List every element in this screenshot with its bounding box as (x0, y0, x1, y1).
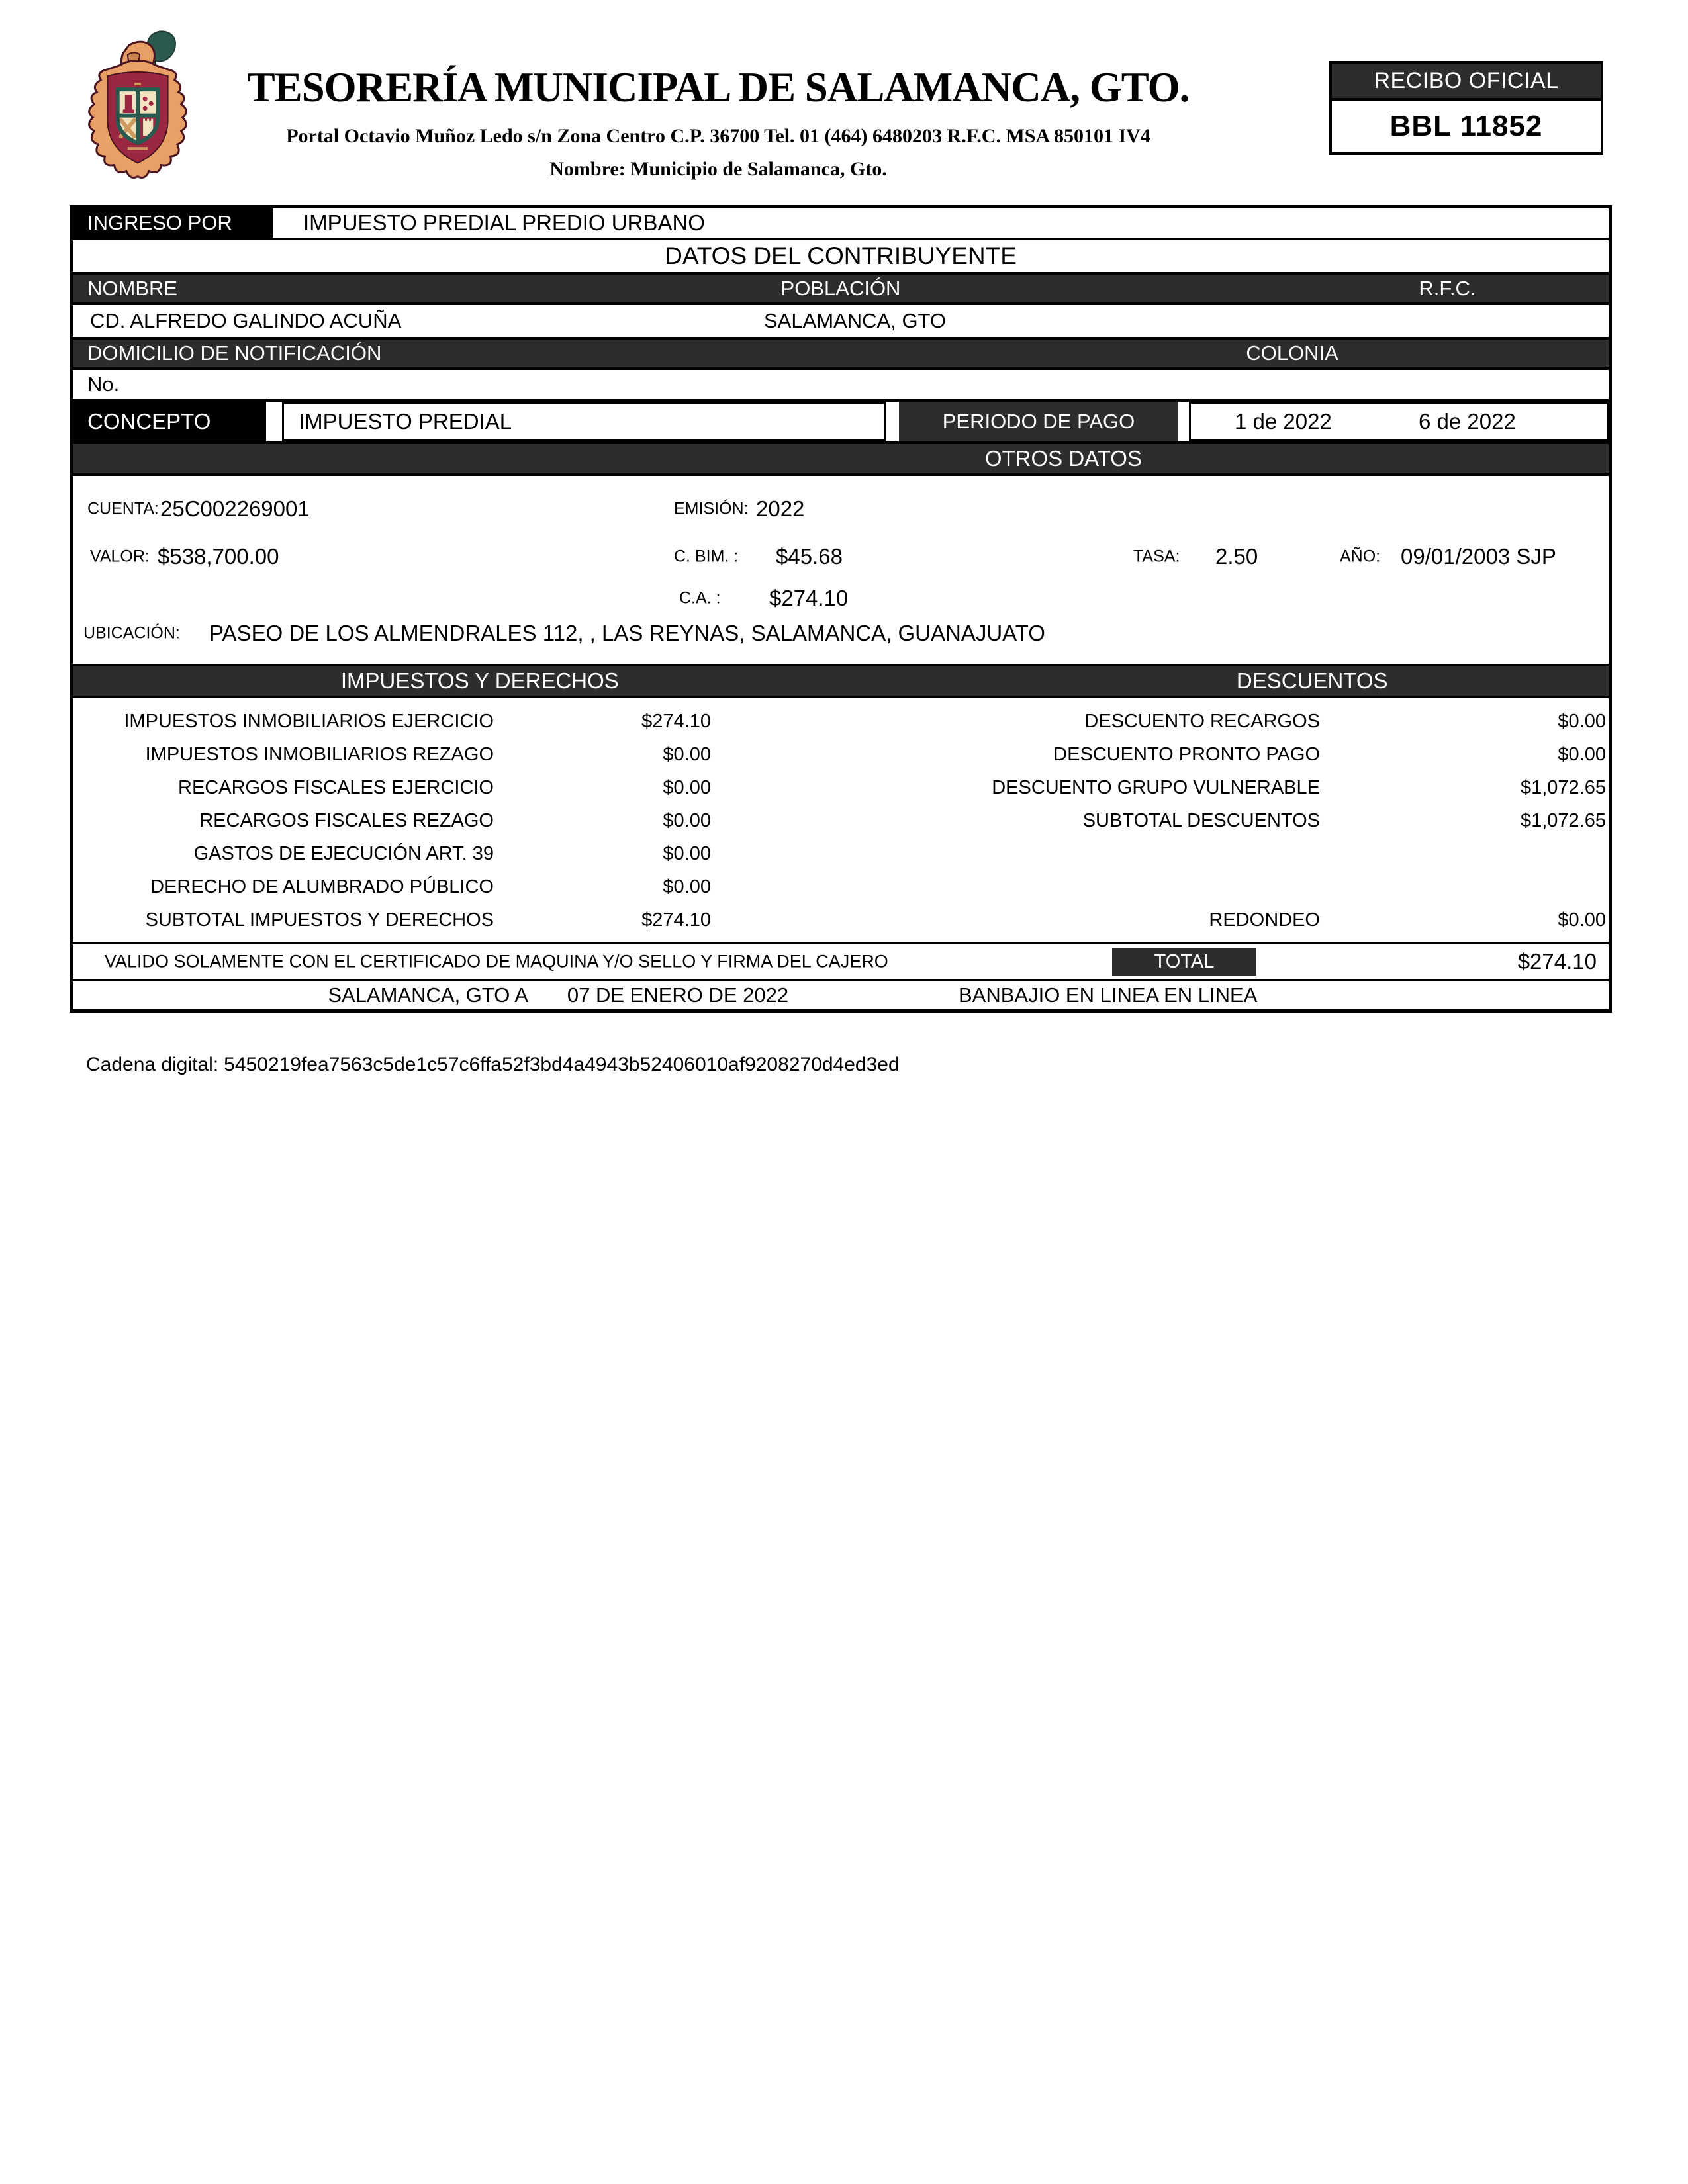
impuesto-value: $274.10 (641, 711, 711, 732)
official-receipt-box (1329, 61, 1603, 155)
section-title-contribuyente: DATOS DEL CONTRIBUYENTE (665, 242, 1017, 269)
descuentos-title: DESCUENTOS (1236, 668, 1388, 693)
medio-pago-text: BANBAJIO EN LINEA EN LINEA (959, 983, 1258, 1007)
tax-discount-table (73, 698, 1609, 944)
ca-label: C.A. : (679, 588, 721, 608)
line-cuenta (73, 496, 1609, 522)
emision-value: 2022 (756, 496, 805, 521)
cadena-digital-hash: 5450219fea7563c5de1c57c6ffa52f3bd4a4943b52406010af9208270d4ed3ed (224, 1054, 900, 1075)
domicilio-no-value: No. (87, 373, 120, 396)
periodo-pago-label-box (899, 402, 1178, 441)
ubicacion-label: UBICACIÓN: (83, 623, 180, 643)
page-title: TESORERÍA MUNICIPAL DE SALAMANCA, GTO. (247, 64, 1190, 111)
impuesto-value: $0.00 (663, 810, 711, 831)
poblacion-value: SALAMANCA, GTO (764, 309, 947, 332)
total-label-box (1112, 948, 1256, 976)
lugar-text: SALAMANCA, GTO A (328, 983, 528, 1007)
line-ca (73, 585, 1609, 612)
anio-value: 09/01/2003 SJP (1401, 544, 1556, 569)
header-address: Portal Octavio Muñoz Ledo s/n Zona Centro C.P. 36700 Tel. 01 (464) 6480203 R.F.C. MSA 850101 IV4 (286, 125, 1150, 147)
cadena-digital-line (86, 1054, 900, 1076)
fecha-text: 07 DE ENERO DE 2022 (567, 983, 789, 1007)
tasa-label: TASA: (1133, 547, 1180, 566)
descuento-label: DESCUENTO GRUPO VULNERABLE (992, 777, 1320, 798)
header-name-line: Nombre: Municipio de Salamanca, Gto. (549, 158, 887, 180)
periodo-pago-value-box (1189, 402, 1609, 441)
total-label: TOTAL (1154, 950, 1215, 972)
cuenta-value: 25C002269001 (160, 496, 310, 521)
cbim-label: C. BIM. : (674, 547, 739, 566)
bar-otros-datos (73, 444, 1609, 476)
row-datos-contribuyente (73, 240, 1609, 275)
impuesto-label: IMPUESTOS INMOBILIARIOS REZAGO (145, 744, 494, 765)
impuesto-label: IMPUESTOS INMOBILIARIOS EJERCICIO (124, 711, 494, 732)
receipt-number: BBL 11852 (1389, 110, 1543, 142)
spacer (711, 837, 1320, 870)
nombre-value: CD. ALFREDO GALINDO ACUÑA (90, 309, 402, 332)
descuento-value: $1,072.65 (1520, 777, 1606, 798)
cadena-digital-label: Cadena digital: (86, 1054, 219, 1075)
cbim-value: $45.68 (776, 544, 843, 569)
row-ingreso-por (73, 208, 1609, 240)
emision-label: EMISIÓN: (674, 499, 749, 518)
impuesto-value: $0.00 (663, 876, 711, 897)
otros-datos-content (73, 476, 1609, 666)
bar-contribuyente-headers (73, 275, 1609, 305)
valor-value: $538,700.00 (158, 544, 279, 569)
impuesto-label: GASTOS DE EJECUCIÓN ART. 39 (193, 843, 494, 864)
total-value: $274.10 (1517, 949, 1597, 974)
domicilio-label: DOMICILIO DE NOTIFICACIÓN (87, 341, 382, 365)
row-contribuyente-values (73, 305, 1609, 340)
subtotal-impuestos-value: $274.10 (641, 909, 711, 931)
ingreso-por-value: IMPUESTO PREDIAL PREDIO URBANO (303, 210, 705, 235)
receipt-body (70, 205, 1612, 1013)
concepto-value-box (282, 402, 886, 441)
nombre-label: NOMBRE (87, 277, 178, 300)
ca-value: $274.10 (769, 586, 849, 610)
ingreso-por-label-box (73, 208, 273, 238)
descuento-value: $0.00 (1558, 744, 1606, 765)
ubicacion-value: PASEO DE LOS ALMENDRALES 112, , LAS REYNAS, SALAMANCA, GUANAJUATO (209, 621, 1045, 645)
concepto-label: CONCEPTO (87, 409, 211, 433)
line-ubicacion (73, 620, 1609, 647)
periodo-inicio: 1 de 2022 (1235, 409, 1332, 433)
row-valido-total (73, 944, 1609, 981)
impuesto-value: $0.00 (663, 744, 711, 765)
periodo-fin: 6 de 2022 (1419, 409, 1516, 433)
row-fecha (73, 981, 1609, 1009)
bar-secciones-tabla (73, 666, 1609, 698)
colonia-label: COLONIA (1246, 341, 1338, 365)
spacer (1320, 870, 1615, 903)
redondeo-value: $0.00 (1558, 909, 1606, 931)
ingreso-por-label: INGRESO POR (87, 211, 232, 234)
impuestos-title: IMPUESTOS Y DERECHOS (340, 668, 619, 693)
line-valor (73, 543, 1609, 570)
bar-domicilio (73, 340, 1609, 370)
impuesto-value: $0.00 (663, 843, 711, 864)
subtotal-impuestos-label: SUBTOTAL IMPUESTOS Y DERECHOS (145, 909, 494, 931)
row-concepto (73, 402, 1609, 444)
header (225, 64, 1211, 181)
impuesto-label: DERECHO DE ALUMBRADO PÚBLICO (150, 876, 494, 897)
descuento-label: DESCUENTO PRONTO PAGO (1053, 744, 1320, 765)
redondeo-label: REDONDEO (1209, 909, 1320, 931)
concepto-value: IMPUESTO PREDIAL (299, 409, 512, 433)
municipal-coat-of-arms-logo (81, 28, 195, 192)
impuesto-label: RECARGOS FISCALES REZAGO (199, 810, 494, 831)
section-title-otros-datos: OTROS DATOS (984, 446, 1142, 471)
spacer (1320, 837, 1615, 870)
valido-text: VALIDO SOLAMENTE CON EL CERTIFICADO DE MAQUINA Y/O SELLO Y FIRMA DEL CAJERO (105, 951, 888, 972)
rfc-label: R.F.C. (1419, 277, 1476, 300)
tasa-value: 2.50 (1215, 544, 1258, 569)
descuento-value: $1,072.65 (1520, 810, 1606, 831)
periodo-pago-label: PERIODO DE PAGO (942, 410, 1135, 433)
anio-label: AÑO: (1340, 547, 1381, 566)
impuesto-value: $0.00 (663, 777, 711, 798)
row-domicilio-value (73, 370, 1609, 402)
descuento-label: SUBTOTAL DESCUENTOS (1082, 810, 1320, 831)
descuento-label: DESCUENTO RECARGOS (1084, 711, 1320, 732)
descuento-value: $0.00 (1558, 711, 1606, 732)
concepto-label-box (73, 402, 266, 441)
impuesto-label: RECARGOS FISCALES EJERCICIO (178, 777, 494, 798)
spacer (711, 870, 1320, 903)
valor-label: VALOR: (90, 547, 150, 566)
cuenta-label: CUENTA: (87, 499, 159, 518)
poblacion-label: POBLACIÓN (780, 277, 901, 300)
receipt-official-label: RECIBO OFICIAL (1332, 64, 1601, 101)
